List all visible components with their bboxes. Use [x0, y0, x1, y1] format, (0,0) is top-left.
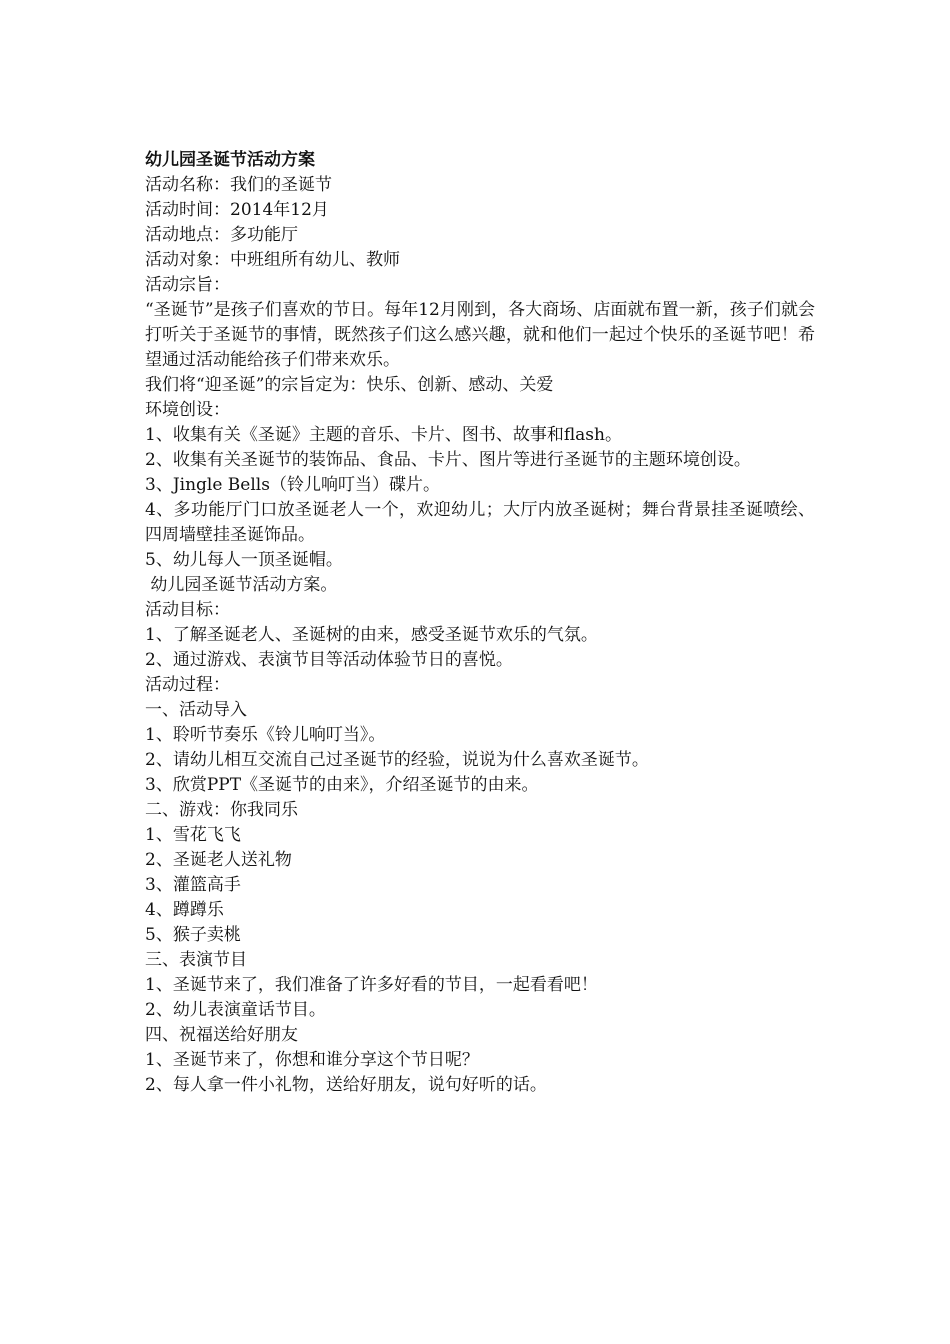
goals-label: 活动目标： [145, 600, 230, 620]
list-item: 5、猴子卖桃 [145, 925, 241, 945]
list-item: 1、收集有关《圣诞》主题的音乐、卡片、图书、故事和flash。 [145, 425, 622, 445]
document-title: 幼儿园圣诞节活动方案 [145, 150, 315, 170]
activity-name: 活动名称：我们的圣诞节 [145, 175, 332, 195]
list-item: 2、通过游戏、表演节目等活动体验节日的喜悦。 [145, 650, 513, 670]
section-heading: 三、表演节目 [145, 950, 247, 970]
activity-time: 活动时间：2014年12月 [145, 200, 329, 220]
list-item: 1、雪花飞飞 [145, 825, 241, 845]
section-heading: 一、活动导入 [145, 700, 247, 720]
list-item: 3、欣赏PPT《圣诞节的由来》，介绍圣诞节的由来。 [145, 775, 539, 795]
purpose-paragraph: “圣诞节”是孩子们喜欢的节日。每年12月刚到，各大商场、店面就布置一新，孩子们就会打听关于圣诞节的事情，既然孩子们这么感兴趣，就和他们一起过个快乐的圣诞节吧！希望通过活动能给孩子们带来欢乐。 [145, 300, 815, 370]
environment-label: 环境创设： [145, 400, 230, 420]
process-label: 活动过程： [145, 675, 230, 695]
list-item: 2、幼儿表演童话节目。 [145, 1000, 326, 1020]
list-item: 1、圣诞节来了，我们准备了许多好看的节目，一起看看吧！ [145, 975, 598, 995]
document-page [145, 148, 815, 1098]
list-item: 4、多功能厅门口放圣诞老人一个，欢迎幼儿；大厅内放圣诞树；舞台背景挂圣诞喷绘、四周墙壁挂圣诞饰品。 [145, 500, 815, 545]
activity-place: 活动地点：多功能厅 [145, 225, 298, 245]
list-item: 1、圣诞节来了，你想和谁分享这个节日呢？ [145, 1050, 479, 1070]
list-item: 2、请幼儿相互交流自己过圣诞节的经验，说说为什么喜欢圣诞节。 [145, 750, 649, 770]
list-item: 2、圣诞老人送礼物 [145, 850, 292, 870]
list-item: 1、聆听节奏乐《铃儿响叮当》。 [145, 725, 386, 745]
list-item: 2、每人拿一件小礼物，送给好朋友，说句好听的话。 [145, 1075, 547, 1095]
list-item: 3、Jingle Bells（铃儿响叮当）碟片。 [145, 475, 440, 495]
list-item: 2、收集有关圣诞节的装饰品、食品、卡片、图片等进行圣诞节的主题环境创设。 [145, 450, 751, 470]
purpose-aim: 我们将“迎圣诞”的宗旨定为：快乐、创新、感动、关爱 [145, 375, 554, 395]
list-item: 4、蹲蹲乐 [145, 900, 224, 920]
document-subtitle: 幼儿园圣诞节活动方案。 [145, 575, 338, 595]
section-heading: 四、祝福送给好朋友 [145, 1025, 298, 1045]
section-heading: 二、游戏：你我同乐 [145, 800, 298, 820]
activity-target: 活动对象：中班组所有幼儿、教师 [145, 250, 400, 270]
list-item: 3、灌篮高手 [145, 875, 241, 895]
purpose-label: 活动宗旨： [145, 275, 230, 295]
list-item: 1、了解圣诞老人、圣诞树的由来，感受圣诞节欢乐的气氛。 [145, 625, 598, 645]
list-item: 5、幼儿每人一顶圣诞帽。 [145, 550, 343, 570]
